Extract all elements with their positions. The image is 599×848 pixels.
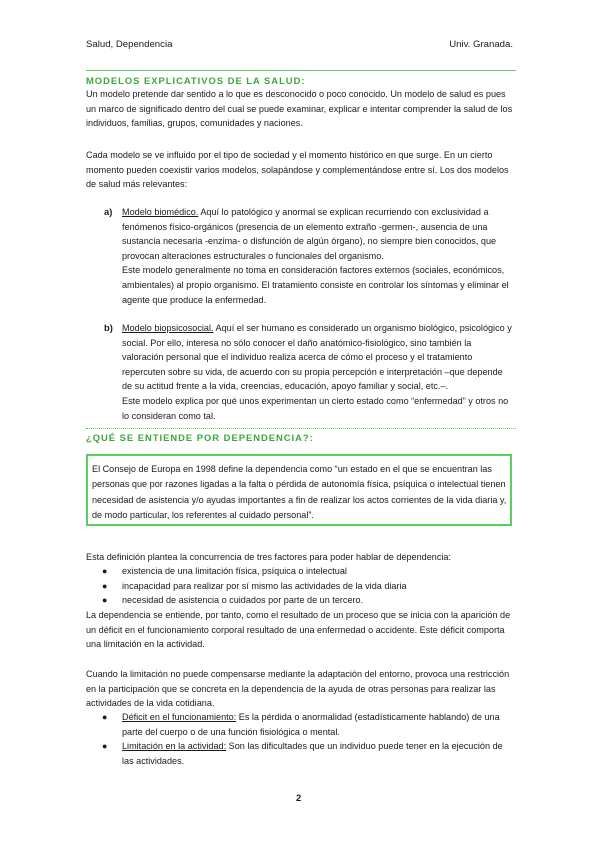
process-text: La dependencia se entiende, por tanto, como el resultado de un proceso que se inicia con la aparición de un déficit en el funcionamiento corporal resultado de una enfermedad o accidente. Este déficit comporta una limitación en la actividad. [86,610,511,650]
definitions-list [92,710,514,768]
term-deficit-text: Es la pérdida o anormalidad (estadísticamente hablando) de una parte del cuerpo o de una función fisiológica o mental. [122,712,500,737]
term-limitacion-text: Son las dificultades que un individuo puede tener en la ejecución de las actividades. [122,741,503,766]
factors-list [92,564,514,608]
limitation-text: Cuando la limitación no puede compensarse mediante la adaptación del entorno, provoca una restricción en la participación que se concreta en la dependencia de la ayuda de otras personas para realizar las actividades de la vida cotidiana. [86,669,510,709]
intro-text: Un modelo pretende dar sentido a lo que es desconocido o poco conocido. Un modelo de salud es pues un marco de significado dentro del cual se puede examinar, explicar e intentar comprender la salud de los individuos, familias, grupos, comunidades y naciones. [86,89,513,129]
header-left: Salud, Dependencia [86,39,173,50]
model-biopsicosocial-extra: Este modelo explica por qué unos experimentan un cierto estado como “enfermedad” y otros no lo consideran como tal. [122,395,509,421]
bullet-icon: ● [102,580,108,591]
intro-paragraph [86,87,514,131]
list-item: ● incapacidad para realizar por sí mismo las actividades de la vida diaria [92,579,514,594]
model-biopsicosocial-title: Modelo biopsicosocial. [122,323,214,333]
term-limitacion: Limitación en la actividad: [122,741,227,752]
model-biomedico-extra: Este modelo generalmente no toma en consideración factores externos (sociales, económicos, ambientales) al propio organismo. El tratamiento consiste en controlar los síntomas y eliminar el agente que produce la enfermedad. [122,265,509,305]
context-text: Cada modelo se ve influido por el tipo de sociedad y el momento histórico en que surge. En un cierto momento pueden coexistir varios modelos, solapándose y complementándose entre sí. Los dos modelos de salud más relevantes: [86,150,509,190]
bullet-icon: ● [102,741,108,752]
factors-intro [86,550,514,565]
list-marker-a: a) [104,206,113,217]
context-paragraph [86,148,514,192]
definition-quote [92,462,508,524]
bullet-icon: ● [102,712,108,722]
model-biopsicosocial [122,321,514,423]
definition-box [86,454,512,526]
header-right: Univ. Granada. [449,39,513,50]
term-deficit: Déficit en el funcionamiento: [122,712,237,722]
process-paragraph [86,608,514,652]
model-biopsicosocial-text: Aquí el ser humano es considerado un organismo biológico, psicológico y social. Por ello, interesa no sólo conocer el daño anatómico-fisiológico, sino también la valoración personal que el individuo realiza acerca de cómo el proceso y el tratamiento repercuten sobre su vida, de acuerdo con su propia percepción e interpretación –que depende de su actitud frente a la vida, creencias, educación, apoyo familiar y social, etc.–. [122,323,512,392]
list-item [92,710,514,739]
limitation-paragraph [86,667,514,711]
section-heading-models: MODELOS EXPLICATIVOS DE LA SALUD: [86,75,306,86]
bullet-icon: ● [102,566,108,576]
model-biomedico-text: Aquí lo patológico y anormal se explican recurriendo con exclusividad a fenómenos físico-orgánicos (presencia de un elemento extraño -germen-, ausencia de una sustancia necesaria -enzima- o disfunción de algún órgano), no siempre bien conocidos, que provocan alteraciones estructurales o funcionales del organismo. [122,207,497,261]
list-item: ● necesidad de asistencia o cuidados por parte de un tercero. [92,593,514,608]
bullet-icon: ● [102,595,108,606]
list-item: ● existencia de una limitación física, psíquica o intelectual [92,564,514,579]
section-divider-top [86,70,516,71]
definition-quote-text: El Consejo de Europa en 1998 define la dependencia como “un estado en el que se encuentran las personas que por razones ligadas a la falta o pérdida de autonomía física, psíquica o intelectual tienen necesidad de asistencia y/o ayudas importantes a fin de realizar los actos corrientes de la vida diaria y, de modo particular, los referentes al cuidado personal”. [92,464,507,521]
list-item [92,739,514,768]
page-number: 2 [296,792,302,803]
section-heading-dependencia: ¿QUÉ SE ENTIENDE POR DEPENDENCIA?: [86,432,314,443]
list-marker-b: b) [104,322,113,333]
model-biomedico [122,205,514,307]
factors-intro-text: Esta definición plantea la concurrencia de tres factores para poder hablar de dependencia: [86,552,451,562]
section-divider-dotted [86,428,516,429]
model-biomedico-title: Modelo biomédico. [122,207,199,217]
